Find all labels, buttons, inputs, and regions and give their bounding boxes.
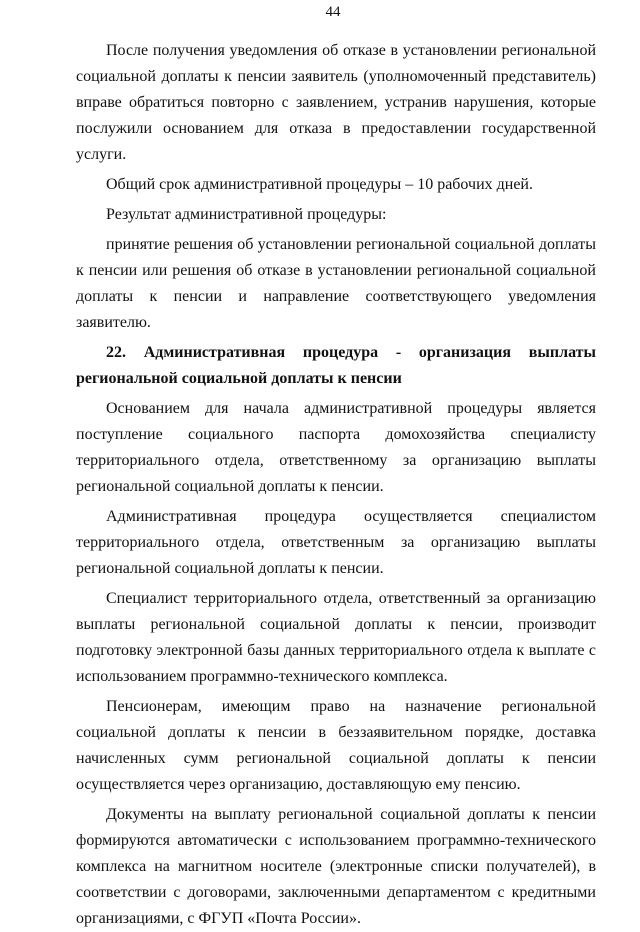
- paragraph-pension-delivery: Пенсионерам, имеющим право на назначение региональной социальной доплаты к пенсии в беззаявительном порядке, доставка начисленных сумм региональной социальной доплаты к пенсии осуществляется через организацию, доставляющую ему пенсию.: [76, 698, 596, 793]
- paragraph-database-preparation: Специалист территориального отдела, ответственный за организацию выплаты региональной социальной доплаты к пенсии, производит подготовку электронной базы данных территориального отдела к выплате с использованием программно-технического комплекса.: [76, 590, 596, 685]
- paragraph-payment-documents: Документы на выплату региональной социальной доплаты к пенсии формируются автоматически с использованием программно-технического комплекса на магнитном носителе (электронные списки получателей), в соответствии с договорами, заключенными департаментом с кредитными организациями, с ФГУП «Почта России».: [76, 806, 596, 927]
- document-body: [76, 38, 596, 932]
- section-heading-22: 22. Административная процедура - организация выплаты региональной социальной доплаты к пенсии: [76, 344, 596, 387]
- paragraph-procedure-result: принятие решения об установлении региональной социальной доплаты к пенсии или решения об отказе в установлении региональной социальной доплаты к пенсии и направление соответствующего уведомления заявителю.: [76, 236, 596, 331]
- paragraph-procedure-duration: Общий срок административной процедуры – 10 рабочих дней.: [106, 176, 533, 193]
- paragraph-procedure-basis: Основанием для начала административной процедуры является поступление социального паспорта домохозяйства специалисту территориального отдела, ответственному за организацию выплаты региональной социальной доплаты к пенсии.: [76, 400, 596, 495]
- paragraph-refusal-reapply: После получения уведомления об отказе в установлении региональной социальной доплаты к пенсии заявитель (уполномоченный представитель) вправе обратиться повторно с заявлением, устранив нарушения, которые послужили основанием для отказа в предоставлении государственной услуги.: [76, 42, 596, 163]
- paragraph-procedure-executor: Административная процедура осуществляется специалистом территориального отдела, ответственным за организацию выплаты региональной социальной доплаты к пенсии.: [76, 508, 596, 577]
- page-number: 44: [325, 4, 341, 20]
- paragraph-procedure-result-label: Результат административной процедуры:: [106, 206, 387, 223]
